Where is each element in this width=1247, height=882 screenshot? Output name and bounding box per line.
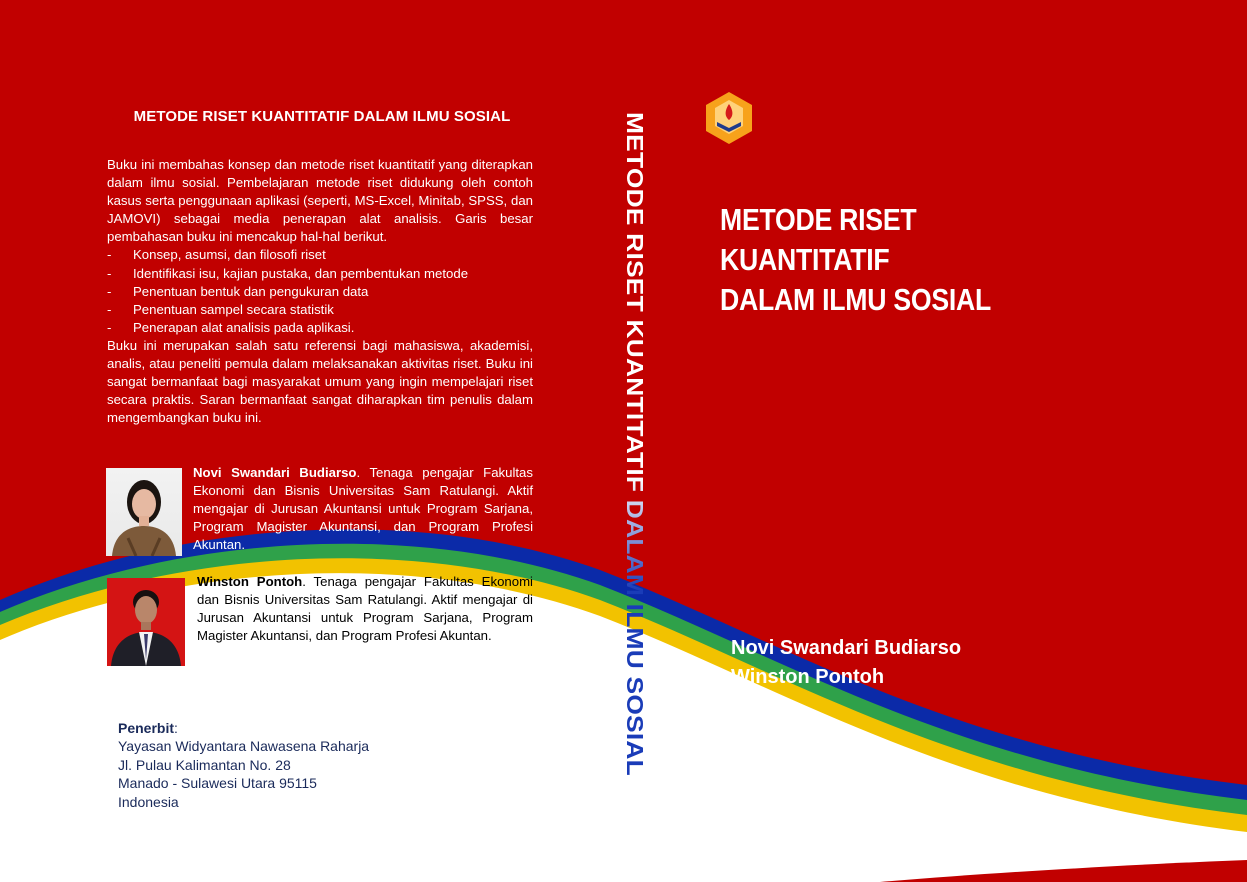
- spine-title-text: METODE RISET KUANTITATIF DALAM ILMU SOSIAL: [622, 112, 648, 697]
- spine-title: [618, 112, 652, 782]
- author-bio-novi: Novi Swandari Budiarso. Tenaga pengajar Fakultas Ekonomi dan Bisnis Universitas Sam Ratulangi. Aktif mengajar di Jurusan Akuntansi untuk Program Sarjana, Program Magister Akuntansi, dan Program Profesi Akuntan.: [193, 465, 533, 553]
- spine: [618, 112, 652, 782]
- publisher-line: Yayasan Widyantara Nawasena Raharja: [118, 738, 370, 755]
- front-title-line: DALAM ILMU SOSIAL: [720, 282, 992, 317]
- front-title-line: METODE RISET KUANTITATIF: [720, 202, 917, 277]
- blurb-intro: Buku ini membahas konsep dan metode riset kuantitatif yang diterapkan dalam ilmu sosial. Pembelajaran metode riset didukung oleh contoh kasus serta penggunaan aplikasi (seperti, MS-Excel, Minitab, SPSS, dan JAMOVI) sebagai media penerapan alat analisis. Garis besar pembahasan buku ini mencakup hal-hal berikut.: [107, 157, 533, 245]
- publisher-info: Penerbit: Yayasan Widyantara Nawasena Raharja Jl. Pulau Kalimantan No. 28 Manado - Sulawesi Utara 95115 Indonesia: [118, 720, 370, 810]
- front-author-name: Winston Pontoh: [731, 666, 885, 688]
- publisher-logo-icon: [703, 90, 755, 146]
- front-cover-title: [720, 200, 1081, 320]
- back-cover-title: METODE RISET KUANTITATIF DALAM ILMU SOSIAL: [133, 108, 511, 125]
- publisher-line: Jl. Pulau Kalimantan No. 28: [118, 756, 291, 773]
- list-item: - Identifikasi isu, kajian pustaka, dan pembentukan metode: [107, 265, 469, 281]
- author-photo-novi: [106, 468, 182, 556]
- author-photo-winston: [107, 578, 185, 666]
- publisher-line: Indonesia: [118, 793, 179, 810]
- list-item: - Penentuan bentuk dan pengukuran data: [107, 283, 369, 299]
- publisher-label: Penerbit: [118, 720, 175, 736]
- list-item: - Penerapan alat analisis pada aplikasi.: [107, 319, 355, 335]
- back-cover-blurb: [107, 156, 533, 427]
- front-cover-authors: [731, 634, 961, 692]
- list-item: - Konsep, asumsi, dan filosofi riset: [107, 247, 326, 263]
- list-item: - Penentuan sampel secara statistik: [107, 301, 334, 317]
- publisher-line: Manado - Sulawesi Utara 95115: [118, 775, 317, 792]
- author-bio-winston: Winston Pontoh. Tenaga pengajar Fakultas Ekonomi dan Bisnis Universitas Sam Ratulangi. Aktif mengajar di Jurusan Akuntansi untuk Program Sarjana, Program Magister Akuntansi, dan Program Profesi Akuntan.: [197, 574, 533, 644]
- author-name: Novi Swandari Budiarso: [193, 465, 357, 480]
- blurb-bullet-list: [107, 246, 533, 336]
- blurb-closing: Buku ini merupakan salah satu referensi bagi mahasiswa, akademisi, analis, atau peneliti pemula dalam melaksanakan aktivitas riset. Buku ini sangat bermanfaat bagi masyarakat umum yang ingin mempelajari riset secara praktis. Saran bermanfaat sangat diharapkan tim penulis dalam mengembangkan buku ini.: [107, 337, 533, 426]
- author-name: Winston Pontoh: [197, 574, 303, 589]
- front-author-name: Novi Swandari Budiarso: [731, 637, 962, 659]
